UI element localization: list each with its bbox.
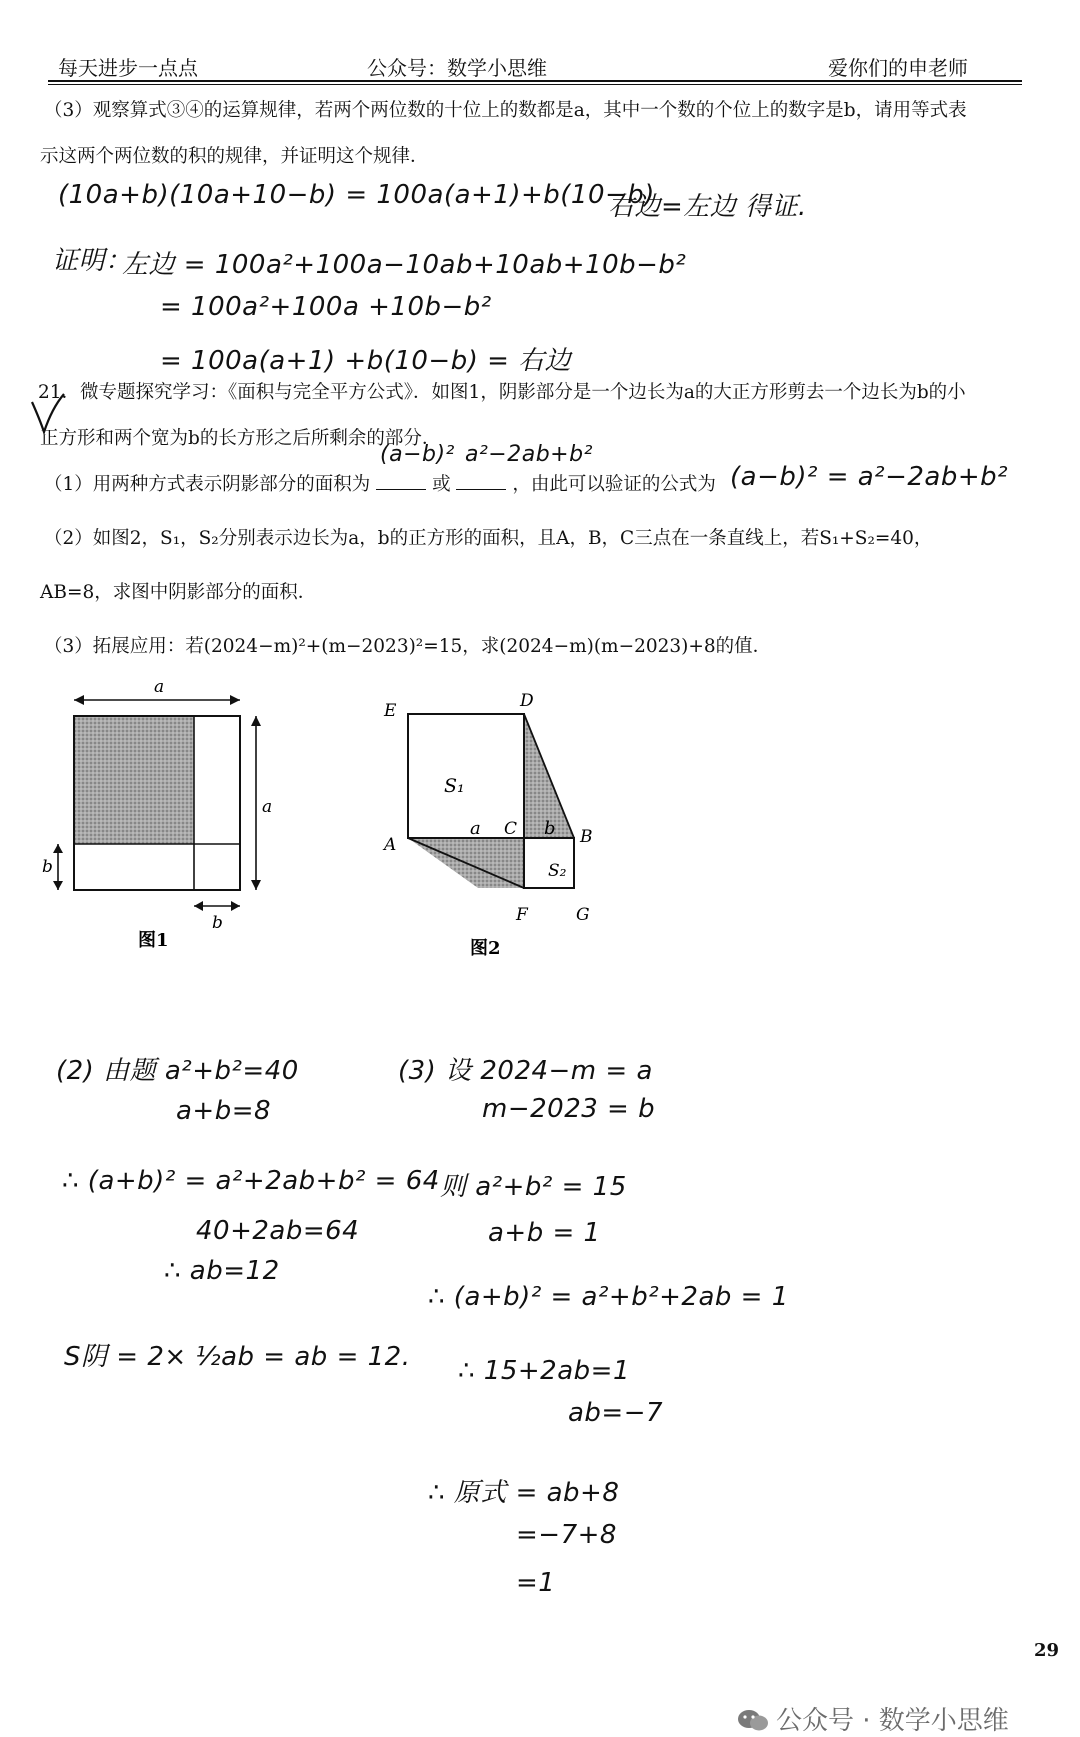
header-rule	[48, 80, 1022, 82]
fig1-label-a-top: a	[154, 677, 165, 697]
hw-sol3-l3: 则 a²+b² = 15	[440, 1172, 627, 1202]
q21-part3: （3）拓展应用：若(2024−m)²+(m−2023)²=15，求(2024−m)(m−2023)+8的值．	[44, 636, 772, 657]
page-number: 29	[1034, 1640, 1060, 1661]
fig2-label-S2: S₂	[548, 861, 567, 881]
hw-proof-step3: = 100a(a+1) +b(10−b) = 右边	[160, 346, 572, 376]
hw-proof-step2: = 100a²+100a +10b−b²	[160, 292, 492, 322]
hw-sol3-l2: m−2023 = b	[482, 1094, 656, 1124]
fig2-point-D: D	[520, 691, 534, 711]
header-rule-thin	[48, 84, 1022, 85]
hw-sol3-l1: (3) 设 2024−m = a	[398, 1056, 653, 1086]
hw-sol3-l6: ∴ 15+2ab=1	[458, 1356, 630, 1386]
q21-part2-line1: （2）如图2，S₁，S₂分别表示边长为a，b的正方形的面积，且A，B，C三点在一条直线上，若S₁+S₂=40，	[44, 528, 933, 549]
hw-sol3-l4: a+b = 1	[488, 1218, 601, 1248]
footer-watermark: 公众号 · 数学小思维	[776, 1706, 1009, 1736]
answer-blank-2	[456, 471, 506, 490]
hw-proved-note: 右边=左边 得证.	[608, 192, 807, 222]
header-center: 公众号：数学小思维	[367, 56, 547, 80]
hw-sol2-l6: S阴 = 2× ½ab = ab = 12.	[64, 1342, 411, 1372]
fig1-shaded-square	[74, 716, 194, 844]
fig1-label-a-right: a	[262, 797, 273, 817]
fig1-label-b-left: b	[42, 857, 53, 877]
fig2-hw-a: a	[470, 818, 481, 839]
q21-part1-text: （1）用两种方式表示阴影部分的面积为	[44, 474, 371, 495]
fig1-label-b-bottom: b	[212, 913, 223, 933]
header-left: 每天进步一点点	[58, 56, 198, 80]
q21-part1	[44, 470, 716, 496]
hw-formula-answer: (a−b)² = a²−2ab+b²	[730, 462, 1009, 492]
q21-line1: 21．微专题探究学习：《面积与完全平方公式》．如图1，阴影部分是一个边长为a的大正方形剪去一个边长为b的小	[38, 382, 966, 403]
hw-equation: (10a+b)(10a+10−b) = 100a(a+1)+b(10−b)	[58, 180, 655, 210]
q21-part1-tail: ，由此可以验证的公式为	[512, 474, 716, 495]
fig2-label-S1: S₁	[444, 775, 465, 797]
hw-proof-label: 证明：	[52, 246, 132, 276]
hw-answer-expansion: a²−2ab+b²	[465, 442, 593, 467]
hw-sol2-l3: ∴ (a+b)² = a²+2ab+b² = 64	[62, 1166, 440, 1196]
fig2-caption: 图2	[470, 938, 501, 959]
figure-1	[30, 670, 310, 970]
wechat-icon	[736, 1708, 770, 1732]
hw-sol3-l8: ∴ 原式 = ab+8	[428, 1478, 620, 1508]
hw-sol2-l4: 40+2ab=64	[196, 1216, 360, 1246]
fig2-point-C: C	[504, 819, 518, 839]
header-right: 爱你们的申老师	[828, 56, 968, 80]
hw-sol2-l2: a+b=8	[176, 1096, 272, 1126]
fig1-caption: 图1	[138, 930, 169, 951]
prev-part3-line1: （3）观察算式③④的运算规律，若两个两位数的十位上的数都是a，其中一个数的个位上的数字是b，请用等式表	[44, 100, 967, 121]
fig2-point-F: F	[516, 905, 528, 925]
hw-answer-a-minus-b-sq: (a−b)²	[380, 442, 455, 467]
prev-part3-line2: 示这两个两位数的积的规律，并证明这个规律．	[40, 146, 429, 167]
fig2-hw-b: b	[544, 818, 556, 839]
hw-sol3-l5: ∴ (a+b)² = a²+b²+2ab = 1	[428, 1282, 789, 1312]
hw-sol2-l5: ∴ ab=12	[164, 1256, 280, 1286]
hw-sol3-l7: ab=−7	[568, 1398, 664, 1428]
figure-2	[370, 680, 610, 970]
q21-part1-or: 或	[432, 474, 451, 495]
fig2-point-B: B	[580, 827, 593, 847]
fig2-point-A: A	[384, 835, 397, 855]
fig2-point-G: G	[576, 905, 590, 925]
hw-sol2-l1: (2) 由题 a²+b²=40	[56, 1056, 299, 1086]
answer-blank-1	[376, 471, 426, 490]
check-mark-icon	[28, 390, 68, 440]
q21-part2-line2: AB=8，求图中阴影部分的面积．	[40, 582, 317, 603]
q21-line2: 正方形和两个宽为b的长方形之后所剩余的部分．	[40, 428, 441, 449]
hw-proof-step1: 左边 = 100a²+100a−10ab+10ab+10b−b²	[122, 250, 687, 280]
hw-sol3-l9: =−7+8	[516, 1520, 617, 1550]
hw-sol3-l10: =1	[516, 1568, 556, 1598]
fig2-point-E: E	[384, 701, 397, 721]
